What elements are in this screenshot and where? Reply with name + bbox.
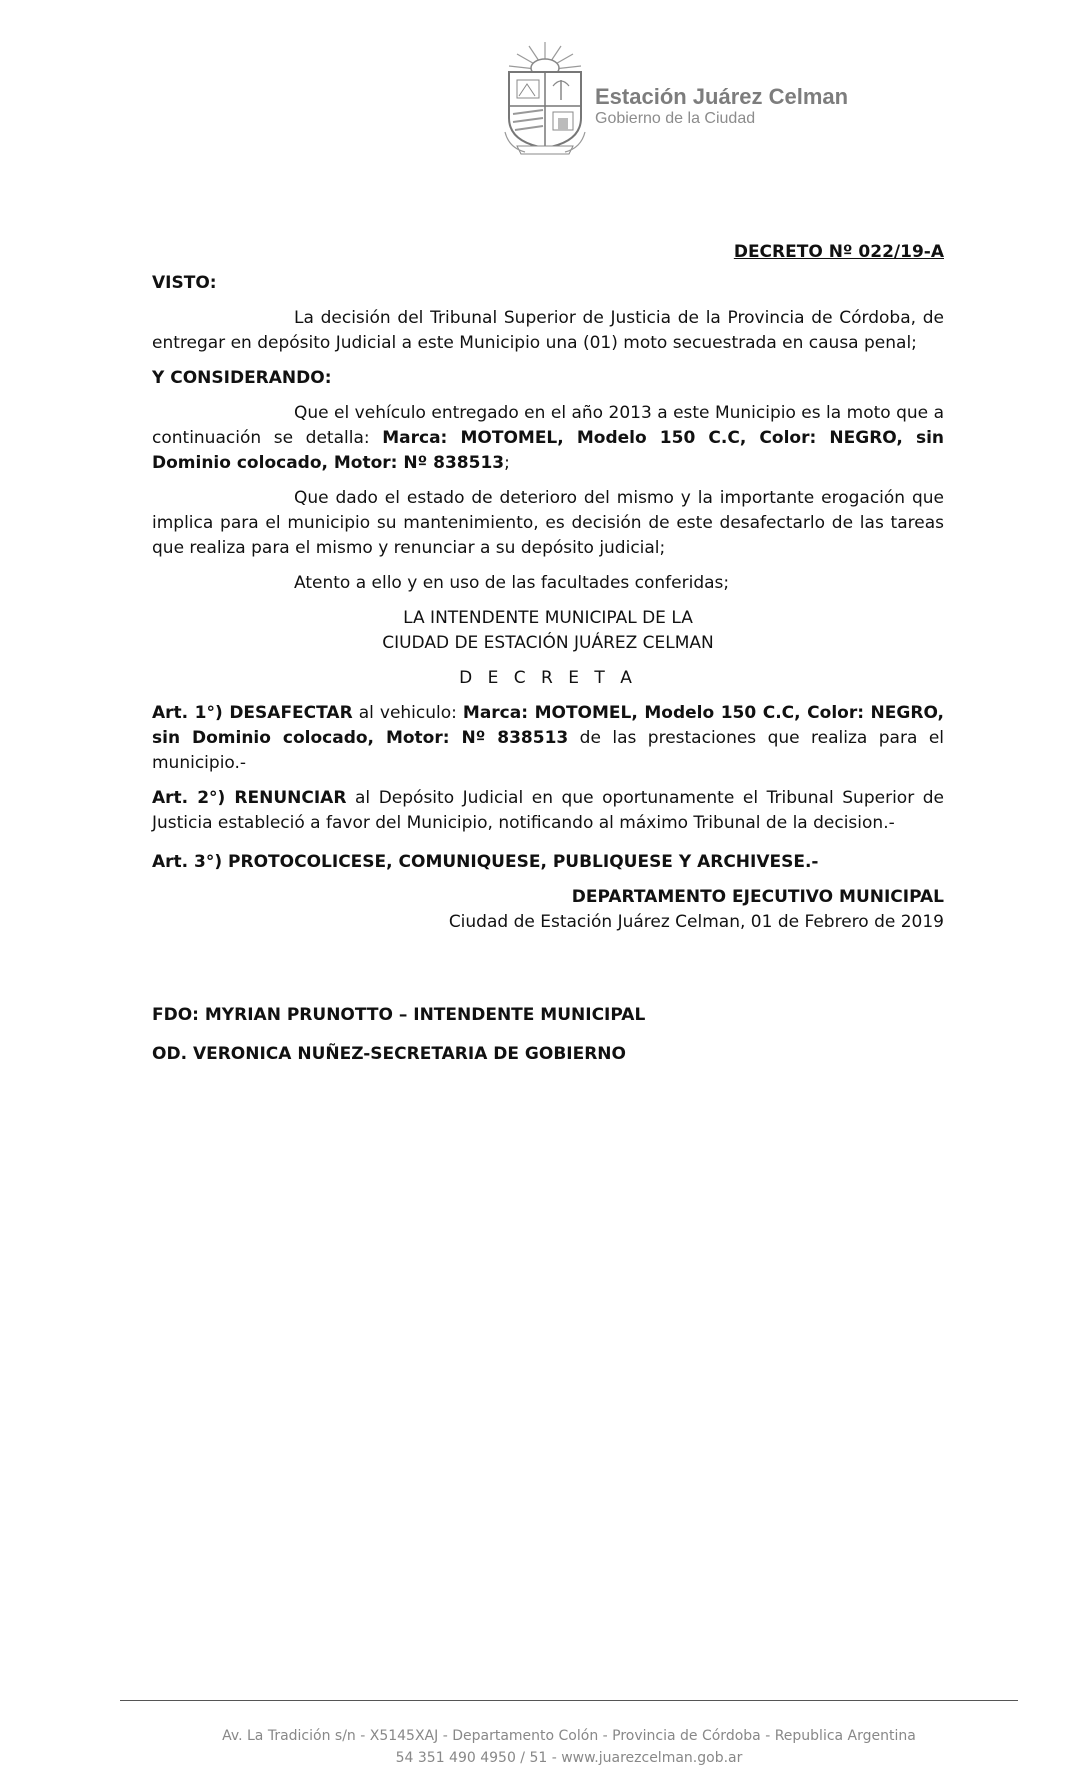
article-3: Art. 3°) PROTOCOLICESE, COMUNIQUESE, PUBLIQUESE Y ARCHIVESE.- <box>152 852 819 872</box>
article-1-end: de las prestaciones que realiza para el municipio.- <box>152 728 944 773</box>
footer-address: Av. La Tradición s/n - X5145XAJ - Departamento Colón - Provincia de Córdoba - Republica Argentina <box>222 1728 916 1744</box>
vehicle-details: Marca: MOTOMEL, Modelo 150 C.C, Color: NEGRO, sin Dominio colocado, Motor: Nº 838513 <box>152 428 944 473</box>
atento-paragraph: Atento a ello y en uso de las facultades conferidas; <box>294 573 730 593</box>
cons1-text: Que el vehículo entregado en el año 2013 a este Municipio es la moto que a continuación se detalla: <box>152 403 944 448</box>
visto-paragraph: La decisión del Tribunal Superior de Justicia de la Provincia de Córdoba, de entregar en depósito Judicial a este Municipio una (01) moto secuestrada en causa penal; <box>152 308 944 353</box>
signature-secretary: OD. VERONICA NUÑEZ-SECRETARIA DE GOBIERNO <box>152 1044 626 1064</box>
authority-line-2: CIUDAD DE ESTACIÓN JUÁREZ CELMAN <box>382 633 714 653</box>
place-date: Ciudad de Estación Juárez Celman, 01 de Febrero de 2019 <box>448 912 944 932</box>
decree-number: DECRETO Nº 022/19-A <box>733 242 944 262</box>
footer-contact: 54 351 490 4950 / 51 - www.juarezcelman.gob.ar <box>395 1750 743 1766</box>
signature-mayor: FDO: MYRIAN PRUNOTTO – INTENDENTE MUNICIPAL <box>152 1005 646 1025</box>
article-1 <box>152 701 944 776</box>
article-1-vehicle: Marca: MOTOMEL, Modelo 150 C.C, Color: NEGRO, sin Dominio colocado, Motor: Nº 838513 <box>152 703 944 748</box>
footer <box>120 1725 1018 1769</box>
footer-divider <box>120 1700 1018 1701</box>
article-2-label: Art. 2°) RENUNCIAR <box>152 788 347 808</box>
considerando-paragraph-2: Que dado el estado de deterioro del mismo y la importante erogación que implica para el municipio su mantenimiento, es decisión de este desafectarlo de las tareas que realiza para el mismo y renunciar a su depósito judicial; <box>152 488 944 558</box>
article-1-label: Art. 1°) DESAFECTAR <box>152 703 353 723</box>
letterhead <box>495 40 895 160</box>
visto-heading: VISTO: <box>152 273 217 293</box>
municipal-crest-icon <box>495 40 595 158</box>
department-name: DEPARTAMENTO EJECUTIVO MUNICIPAL <box>571 887 944 907</box>
considerando-paragraph-1 <box>152 401 944 476</box>
article-2-text: al Depósito Judicial en que oportunamente el Tribunal Superior de Justicia estableció a favor del Municipio, notificando al máximo Tribunal de la decision.- <box>152 788 944 833</box>
org-name: Estación Juárez Celman <box>595 84 849 109</box>
article-2 <box>152 786 944 836</box>
decreta-heading: D E C R E T A <box>459 668 637 688</box>
authority-line-1: LA INTENDENTE MUNICIPAL DE LA <box>403 608 693 628</box>
article-1-mid: al vehiculo: <box>352 703 463 723</box>
considerando-heading: Y CONSIDERANDO: <box>152 368 332 388</box>
decree-body <box>152 240 944 1067</box>
cons1-end: ; <box>504 453 510 473</box>
org-subtitle: Gobierno de la Ciudad <box>595 110 756 127</box>
